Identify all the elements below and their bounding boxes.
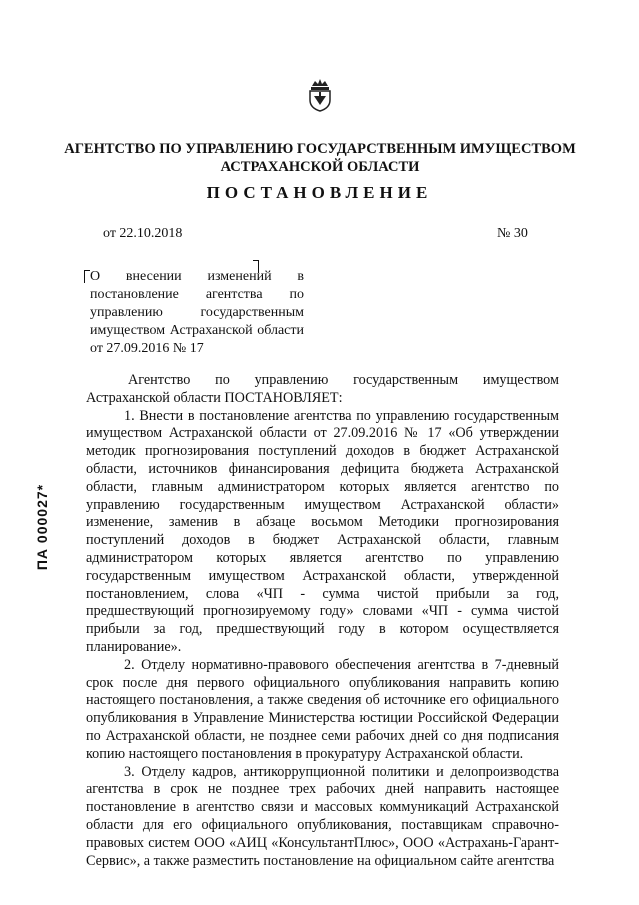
clause-1: 1. Внести в постановление агентства по управлению государственным имуществом Астраханской области от 27.09.2016 № 17 «Об утверждении методик прогнозирования поступлений доходов в бюджет Астраханской области, источников финансирования дефицита бюджета Астраханской области, главным администратором которых является агентство по управлению государственным имуществом Астраханской области» изменение, заменив в абзаце восьмом Методики прогнозирования поступлений доходов в бюджет Астраханской области, главным администратором которых является агентство по управлению государственным имуществом Астраханской области, утвержденной постановлением, слова «ЧП - сумма чистой прибыли за год, предшествующий прогнозируемому году» словами «ЧП - сумма чистой прибыли за год, предшествующий году в котором осуществляется планирование». (86, 407, 559, 655)
agency-name (60, 140, 580, 176)
clause-2: 2. Отделу нормативно-правового обеспечения агентства в 7-дневный срок после дня первого официального опубликования направить копию настоящего постановления, а также сведения об источнике его официального опубликования в Управление Министерства юстиции Российской Федерации по Астраханской области, не позднее семи рабочих дней со дня подписания копию настоящего постановления в прокуратуру Астраханской области. (86, 656, 559, 762)
agency-name-line1: АГЕНТСТВО ПО УПРАВЛЕНИЮ ГОСУДАРСТВЕННЫМ ИМУЩЕСТВОМ (64, 141, 576, 157)
opening-paragraph: Агентство по управлению государственным имуществом Астраханской области ПОСТАНОВЛЯЕТ: (86, 372, 559, 406)
document-subject: О внесении изменений в постановление агентства по управлению государственным имуществом Астраханской области от 27.09.2016 № 17 (90, 269, 304, 356)
registration-stamp: ПА 000027* (34, 483, 50, 571)
document-type-title: ПОСТАНОВЛЕНИЕ (206, 183, 433, 202)
astrakhan-coat-of-arms-icon (306, 78, 334, 112)
agency-name-line2: АСТРАХАНСКОЙ ОБЛАСТИ (220, 159, 420, 175)
document-date: от 22.10.2018 (103, 226, 183, 241)
document-number: № 30 (497, 226, 528, 241)
document-body (86, 372, 559, 870)
clause-3: 3. Отделу кадров, антикоррупционной политики и делопроизводства агентства в срок не позднее трех рабочих дней направить настоящее постановление в агентство связи и массовых коммуникаций Астраханской области для его официального опубликования, поставщикам справочно-правовых систем ООО «АИЦ «КонсультантПлюс», ООО «Астрахань-Гарант-Сервис», а также разместить постановление на официальном сайте агентства (86, 763, 559, 869)
